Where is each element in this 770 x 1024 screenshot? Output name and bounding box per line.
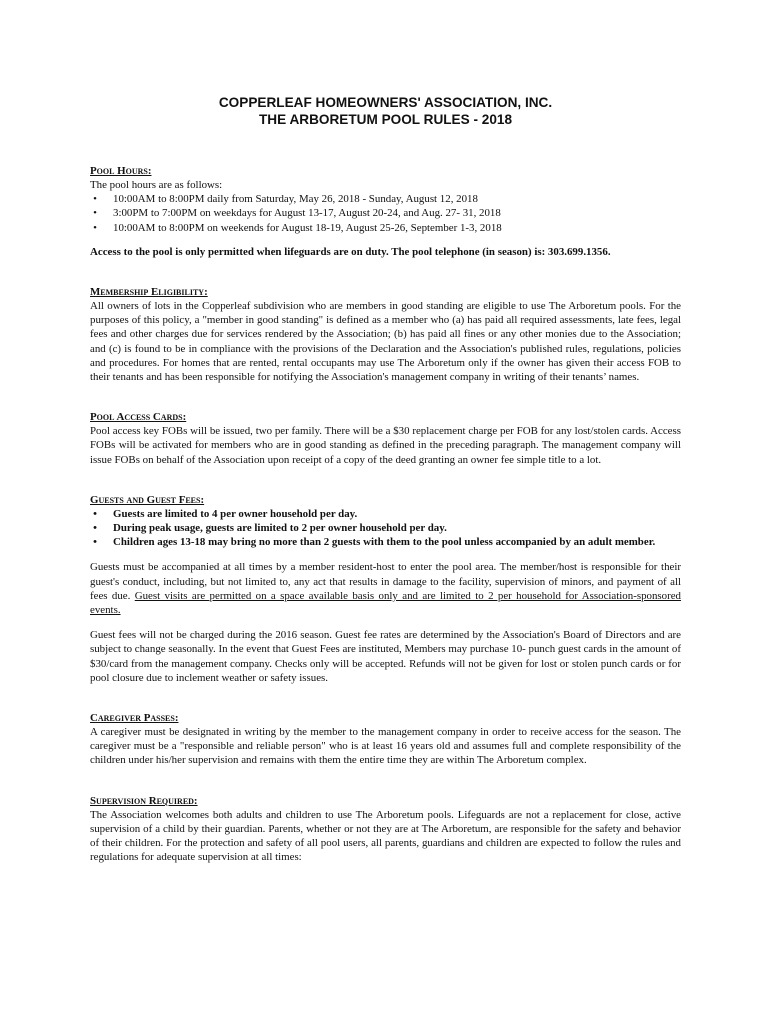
guests-heading: Guests and Guest Fees: xyxy=(90,493,205,506)
pool-hours-item: • 10:00AM to 8:00PM daily from Saturday, May 26, 2018 - Sunday, August 12, 2018 xyxy=(113,192,681,206)
pool-access-note: Access to the pool is only permitted when lifeguards are on duty. The pool telephone (in season) is: 303.699.1356. xyxy=(90,245,611,258)
membership-section xyxy=(90,285,681,384)
access-cards-section xyxy=(90,410,681,467)
guests-paragraph-2: Guest fees will not be charged during the 2016 season. Guest fee rates are determined by the Association's Board of Directors and are subject to change seasonally. In the event that Guest Fees are instituted, Members may purchase 10- punch guest cards in the amount of $30/card from the management company. Checks only will be accepted. Refunds will not be given for lost or stolen punch cards or for pool closure due to inclement weather or safety issues. xyxy=(90,629,681,684)
guests-section xyxy=(90,493,681,685)
document-page xyxy=(90,94,681,865)
caregiver-section xyxy=(90,711,681,768)
guest-rule-item: • During peak usage, guests are limited to 2 per owner household per day. xyxy=(113,521,681,535)
access-cards-text: Pool access key FOBs will be issued, two per family. There will be a $30 replacement charge per FOB for any lost/stolen cards. Access FOBs will be activated for members who are in good standing as defined in the preceding paragraph. The management company will issue FOBs on behalf of the Association upon receipt of a copy of the deed granting an owner fee simple title to a lot. xyxy=(90,425,681,466)
guests-paragraph-1 xyxy=(90,560,681,617)
guests-paragraph-1-underlined: Guest visits are permitted on a space available basis only and are limited to 2 per household for Association-sponsored events. xyxy=(90,589,681,617)
supervision-heading: Supervision Required: xyxy=(90,794,198,807)
pool-hours-intro: The pool hours are as follows: xyxy=(90,179,223,191)
guests-rules-list xyxy=(90,507,681,550)
pool-hours-list xyxy=(90,192,681,235)
membership-heading: Membership Eligibility: xyxy=(90,286,208,299)
membership-text: All owners of lots in the Copperleaf subdivision who are members in good standing are eligible to use The Arboretum pools. For the purposes of this policy, a "member in good standing" is defined as a member who (a) has paid all required assessments, late fees, legal fees and other charges due for services rendered by the Association; (b) has paid all fines or any other monies due to the Association; and (c) is found to be in compliance with the provisions of the Declaration and the Association's published rules, regulations, policies and procedures. For homes that are rented, rental occupants may use The Arboretum only if the owner has given their access FOB to their tenants and has been responsible for notifying the Association's management company in writing of their tenants’ names. xyxy=(90,300,681,384)
caregiver-text: A caregiver must be designated in writing by the member to the management company in order to receive access for the season. The caregiver must be a "responsible and reliable person" who is at least 16 years old and assumes full and complete responsibility of the children under his/her supervision and remains with them the entire time they are within The Arboretum complex. xyxy=(90,726,681,767)
pool-hours-item: • 10:00AM to 8:00PM on weekends for August 18-19, August 25-26, September 1-3, 2018 xyxy=(113,221,681,235)
pool-hours-section xyxy=(90,164,681,259)
supervision-text: The Association welcomes both adults and children to use The Arboretum pools. Lifeguards are not a replacement for close, active supervision of a child by their guardian. Parents, whether or not they are at The Arboretum, are responsible for the safety and behavior of their children. For the protection and safety of all pool users, all parents, guardians and children are expected to follow the rules and regulations for adequate supervision at all times: xyxy=(90,808,681,864)
document-title-line2: THE ARBORETUM POOL RULES - 2018 xyxy=(258,112,513,127)
access-cards-heading: Pool Access Cards: xyxy=(90,411,187,424)
guest-rule-item: • Guests are limited to 4 per owner household per day. xyxy=(113,507,681,521)
guests-paragraph-1-text: Guests must be accompanied at all times by a member resident-host to enter the pool area. The member/host is responsible for their guest's conduct, including, but not limited to, any act that results in damage to the facility, supervision of minors, and payment of all fees due. xyxy=(90,561,681,602)
pool-hours-heading: Pool Hours: xyxy=(90,165,152,177)
guest-rule-item: • Children ages 13-18 may bring no more than 2 guests with them to the pool unless accompanied by an adult member. xyxy=(113,535,681,549)
document-title-line1: COPPERLEAF HOMEOWNERS' ASSOCIATION, INC. xyxy=(218,95,553,110)
caregiver-heading: Caregiver Passes: xyxy=(90,712,179,725)
pool-hours-item: • 3:00PM to 7:00PM on weekdays for August 13-17, August 20-24, and Aug. 27- 31, 2018 xyxy=(113,206,681,220)
supervision-section xyxy=(90,794,681,865)
